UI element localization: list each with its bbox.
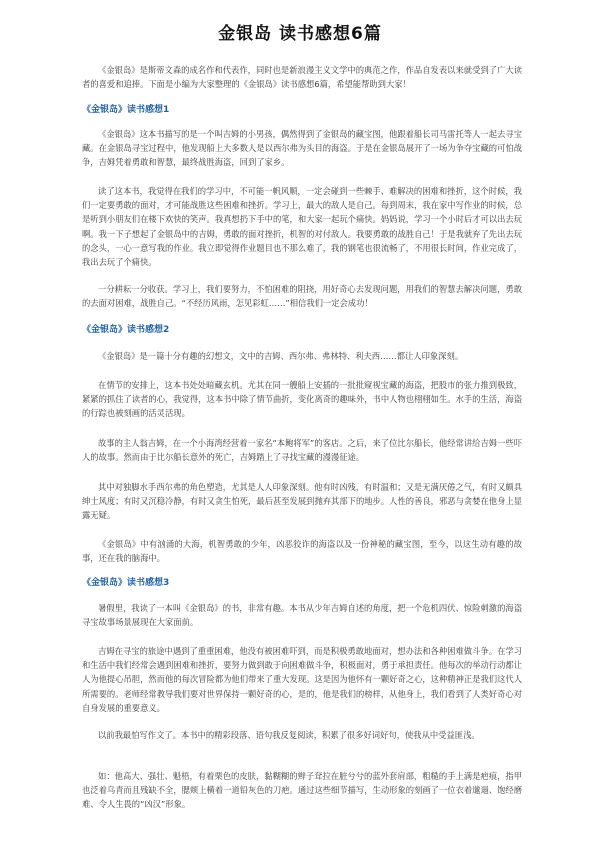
section-3-paragraph-4: 如：他高大、强壮、魁梧，有着栗色的皮肤，黏糊糊的辫子耷拉在脏兮兮的蓝外套肩部，粗糙的手上满是疤痕，指甲也泛着乌青而且残缺不全，腮颊上横着一道铅灰色的刀疤。通过这些细节描写，生动形象的刻画了一位衣着邋遢、饱经磨难、令人生畏的“凶汉”形象。	[82, 771, 522, 810]
section-heading-3: 《金银岛》读书感想3	[82, 578, 170, 588]
page-title: 金银岛 读书感想6篇	[218, 24, 382, 44]
section-2-paragraph-5: 《金银岛》中有汹涌的大海，机智勇敢的少年，凶恶狡诈的海盗以及一份神秘的藏宝图，至今，以这生动有趣的故事，还在我的脑海中。	[82, 539, 522, 564]
section-heading-2: 《金银岛》读书感想2	[82, 325, 170, 335]
section-2-paragraph-1: 《金银岛》是一篇十分有趣的幻想文，文中的吉姆、西尔弗、弗林特、利夫西……都让人印象深刻。	[98, 351, 464, 361]
intro-paragraph: 《金银岛》是斯蒂文森的成名作和代表作，同时也是新浪漫主义文学中的典范之作，作品自发表以来就受到了广大读者的喜爱和追捧。下面是小编为大家整理的《金银岛》读书感想6篇，希望能帮助到大家！	[82, 65, 522, 90]
section-1-paragraph-2: 读了这本书，我觉得在我们的学习中，不可能一帆风顺，一定会碰到一些棘手、难解决的困难和挫折，这个时候，我们一定要勇敢的面对，才可能战胜这些困难和挫折。学习上，最大的敌人是自己。每到周末，我在家中写作业的时候，总是听到小朋友们在楼下欢快的笑声。我真想扔下手中的笔，和大家一起玩个痛快。妈妈说，学习一个小时后才可以出去玩啊。我一下子想起了金银岛中的吉姆，勇敢的面对挫折，机智的对付敌人。我要勇敢的战胜自己！于是我就弃了先出去玩的念头，一心一意写我的作业。我立即觉得作业题目也不那么难了，我的钢笔也很流畅了，不用很长时间，作业完成了，我出去玩了个痛快。	[82, 186, 522, 268]
section-heading-1: 《金银岛》读书感想1	[82, 105, 170, 115]
section-3-paragraph-3: 以前我最怕写作文了。本书中的精彩段落、语句我反复阅读，积累了很多好词好句，使我从中受益匪浅。	[98, 730, 480, 740]
section-3-paragraph-1: 暑假里，我读了一本叫《金银岛》的书，非常有趣。本书从少年吉姆自述的角度，把一个危机四伏、惊险刺激的海盗寻宝故事场景展现在大家面前。	[82, 603, 522, 628]
section-1-paragraph-1: 《金银岛》这本书描写的是一个叫吉姆的小男孩，偶然得到了金银岛的藏宝图，他跟着船长司马雷托等人一起去寻宝藏。在金银岛寻宝过程中，他发现船上大多数人是以西尔弗为头目的海盗。于是在金银岛展开了一场为争夺宝藏的可怕战争，吉姆凭着勇敢和智慧，最终战胜海盗，回到了家乡。	[82, 129, 522, 168]
section-1-paragraph-3: 一分耕耘一分收获。学习上，我们要努力，不怕困难的阻挠，用好奇心去发现问题，用我们的智慧去解决问题，勇敢的去面对困难，战胜自己。“不经历风雨，怎见彩虹……”相信我们一定会成功！	[82, 284, 522, 309]
section-2-paragraph-3: 故事的主人翁吉姆，在一个小海湾经营着一家名“本鲍将军”的客店。之后，来了位比尔船长，他经常讲给吉姆一些吓人的故事。然而由于比尔船长意外的死亡，吉姆踏上了寻找宝藏的漫漫征途。	[82, 438, 522, 463]
section-3-paragraph-2: 吉姆在寻宝的旅途中遇到了重重困难，他没有被困难吓到，而是积极勇敢地面对，想办法和各种困难做斗争。在学习和生活中我们经常会遇到困难和挫折，要努力做到敢于向困难做斗争，积极面对，勇于承担责任。他每次的举动行动都让人为他提心吊胆，然而他的每次冒险都为他们带来了重大发现。这是因为他怀有一颗好奇之心，这种精神正是我们这代人所需要的。老师经常教导我们要对世界保持一颗好奇的心，是的，他是我们的榜样，从他身上，我们看到了人类好奇心对自身发展的重要意义。	[82, 646, 522, 713]
section-2-paragraph-4: 其中对独脚水手西尔弗的角色塑造，尤其是人人印象深刻。他有时凶残，有时温和；又是无满厌倦之气，有时又颇具绅士风度；有时又沉稳冷静，有时又贪生怕死，最后甚至发展到抛弃其部下的地步。人性的善良，邪恶与贪婪在他身上显露无疑。	[82, 482, 522, 521]
section-2-paragraph-2: 在情节的安排上，这本书处处暗藏玄机。尤其在同一艘船上安插的一批批窥视宝藏的海盗，把股市的张力推到极致，紧紧的抓住了读者的心，我觉得，这本书中除了情节曲折，变化离奇的趣味外，书中人物也栩栩如生。水手的生活，海盗的行踪也被刻画的活灵活现。	[82, 380, 522, 419]
